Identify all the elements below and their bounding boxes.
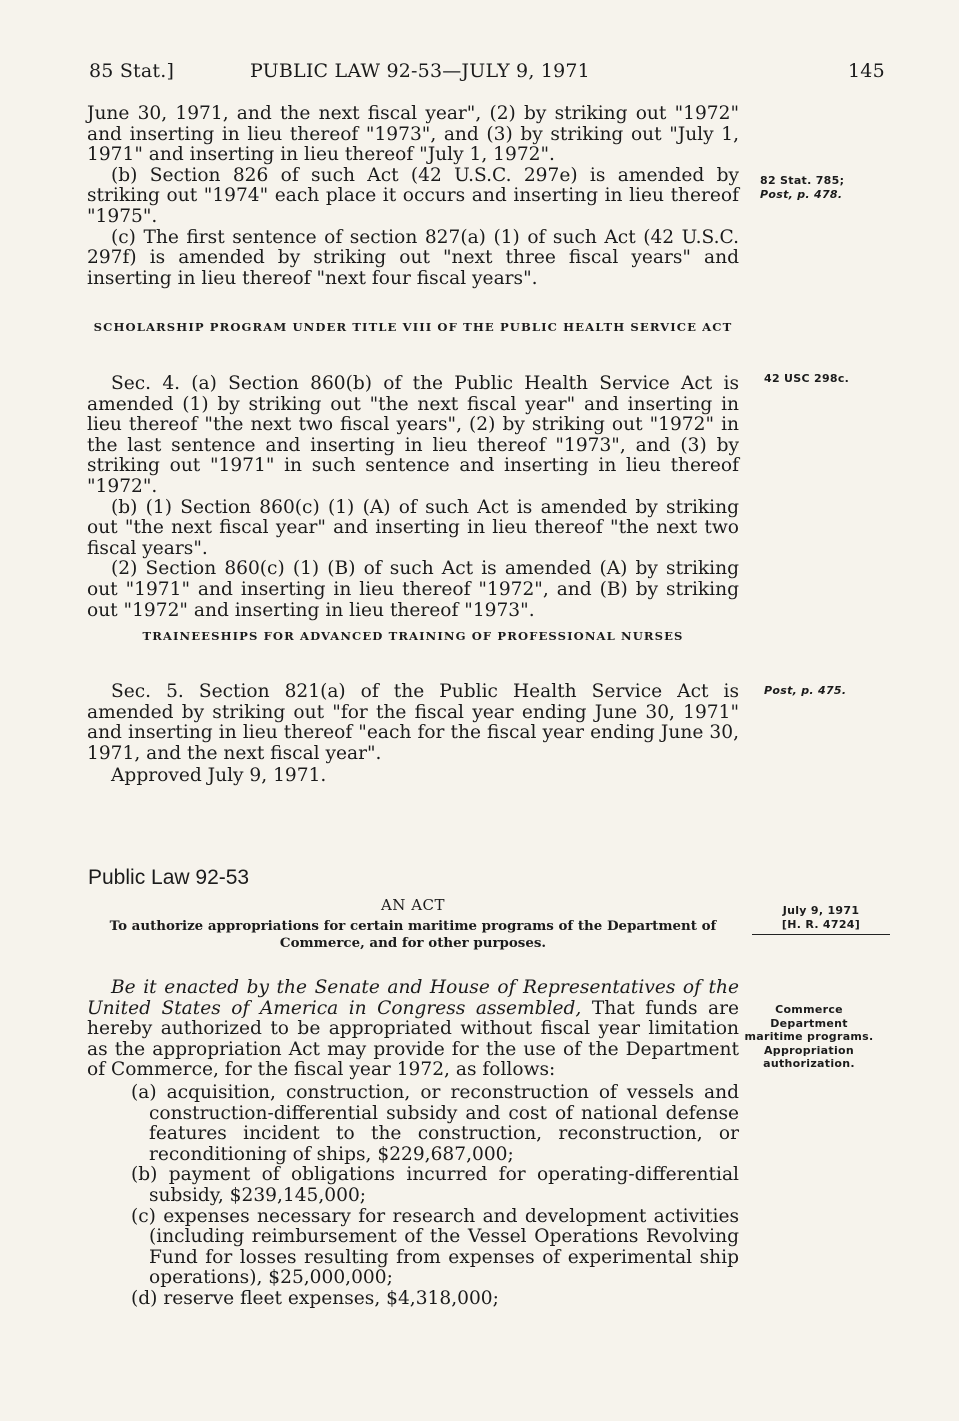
margin-note-post: Post, p. 475. bbox=[764, 684, 847, 697]
paragraph bbox=[87, 978, 739, 1081]
list-item: (a) acquisition, construction, or reconstruction of vessels and construction-differential subsidy and cost of national defense features incident to the construction, reconstruction, or reconditioning of ships, $229,687,000; bbox=[131, 1082, 739, 1165]
paragraph: (b) (1) Section 860(c) (1) (A) of such Act is amended by striking out "the next fiscal year" and inserting in lieu thereof "the next two fiscal years". bbox=[87, 496, 739, 559]
an-act-heading: AN ACT bbox=[380, 896, 446, 914]
section-heading-traineeships: TRAINEESHIPS FOR ADVANCED TRAINING OF PROFESSIONAL NURSES bbox=[142, 629, 684, 643]
paragraph: Sec. 5. Section 821(a) of the Public Health Service Act is amended by striking out "for the fiscal year ending June 30, 1971" and inserting in lieu thereof "each for the fiscal year ending June 30, 1971, and the next fiscal year". bbox=[87, 681, 739, 764]
appropriation-list bbox=[87, 1083, 739, 1310]
margin-note-usc: 42 USC 298c. bbox=[764, 372, 850, 385]
margin-note-line: Commerce bbox=[775, 1003, 843, 1016]
paragraph: June 30, 1971, and the next fiscal year", (2) by striking out "1972" and inserting in lieu thereof "1973", and (3) by striking out "July 1, 1971" and inserting in lieu thereof "July 1, 1972". bbox=[87, 103, 739, 166]
section-4 bbox=[87, 374, 739, 621]
margin-note-line: Post, p. 478. bbox=[760, 187, 843, 201]
section-5 bbox=[87, 682, 739, 787]
margin-note-stat bbox=[760, 174, 890, 201]
paragraph: (c) The first sentence of section 827(a) (1) of such Act (42 U.S.C. 297f) is amended by striking out "next three fiscal years" and inserting in lieu thereof "next four fiscal years". bbox=[87, 226, 739, 289]
act-purpose: To authorize appropriations for certain maritime programs of the Department of Commerce, and for other purposes. bbox=[109, 918, 717, 951]
public-law-title: Public Law 92-53 bbox=[88, 866, 250, 889]
approval-date: Approved July 9, 1971. bbox=[111, 765, 327, 787]
section-heading-scholarship: SCHOLARSHIP PROGRAM UNDER TITLE VIII OF THE PUBLIC HEALTH SERVICE ACT bbox=[93, 320, 733, 334]
page-number: 145 bbox=[848, 60, 885, 82]
list-item: (b) payment of obligations incurred for operating-differential subsidy, $239,145,000; bbox=[131, 1164, 739, 1206]
enacting-formula: Be it enacted by the Senate and House of Representatives of the United States of America in Congress assembled, bbox=[87, 977, 739, 1019]
list-item: (d) reserve fleet expenses, $4,318,000; bbox=[131, 1287, 499, 1309]
enacting-clause bbox=[87, 978, 739, 1081]
paragraph: (2) Section 860(c) (1) (B) of such Act is amended (A) by striking out "1971" and inserting in lieu thereof "1972", and (B) by striking out "1972" and inserting in lieu thereof "1973". bbox=[87, 558, 739, 621]
section-continuation bbox=[87, 104, 739, 289]
list-item: (c) expenses necessary for research and development activities (including reimbursement of the Vessel Operations Revolving Fund for losses resulting from expenses of experimental ship operations), $25,000,000; bbox=[131, 1205, 739, 1289]
margin-note-line: [H. R. 4724] bbox=[781, 917, 861, 931]
enacting-text: That funds are hereby authorized to be appropriated without fiscal year limitation as the appropriation Act may provide for the use of the Department of Commerce, for the fiscal year 1972, as follows: bbox=[87, 997, 740, 1081]
margin-note-line: Appropriation authorization. bbox=[763, 1043, 855, 1070]
paragraph: Sec. 4. (a) Section 860(b) of the Public Health Service Act is amended (1) by striking out "the next fiscal year" and inserting in lieu thereof "the next two fiscal years", (2) by striking out "1972" in the last sentence and inserting in lieu thereof "1973", and (3) by striking out "1971" in such sentence and inserting in lieu thereof "1972". bbox=[87, 373, 739, 497]
paragraph: (b) Section 826 of such Act (42 U.S.C. 297e) is amended by striking out "1974" each place it occurs and inserting in lieu thereof "1975". bbox=[87, 164, 739, 227]
margin-note-line: 82 Stat. 785; bbox=[760, 174, 845, 187]
margin-note-date-bill bbox=[752, 904, 890, 931]
margin-note-line: July 9, 1971 bbox=[782, 904, 860, 917]
margin-rule bbox=[752, 934, 890, 935]
margin-note-subject bbox=[744, 1003, 874, 1071]
volume-reference: 85 Stat.] bbox=[89, 60, 175, 82]
margin-note-line: Department maritime programs. bbox=[744, 1016, 874, 1043]
page-header-title: PUBLIC LAW 92-53—JULY 9, 1971 bbox=[250, 60, 590, 82]
